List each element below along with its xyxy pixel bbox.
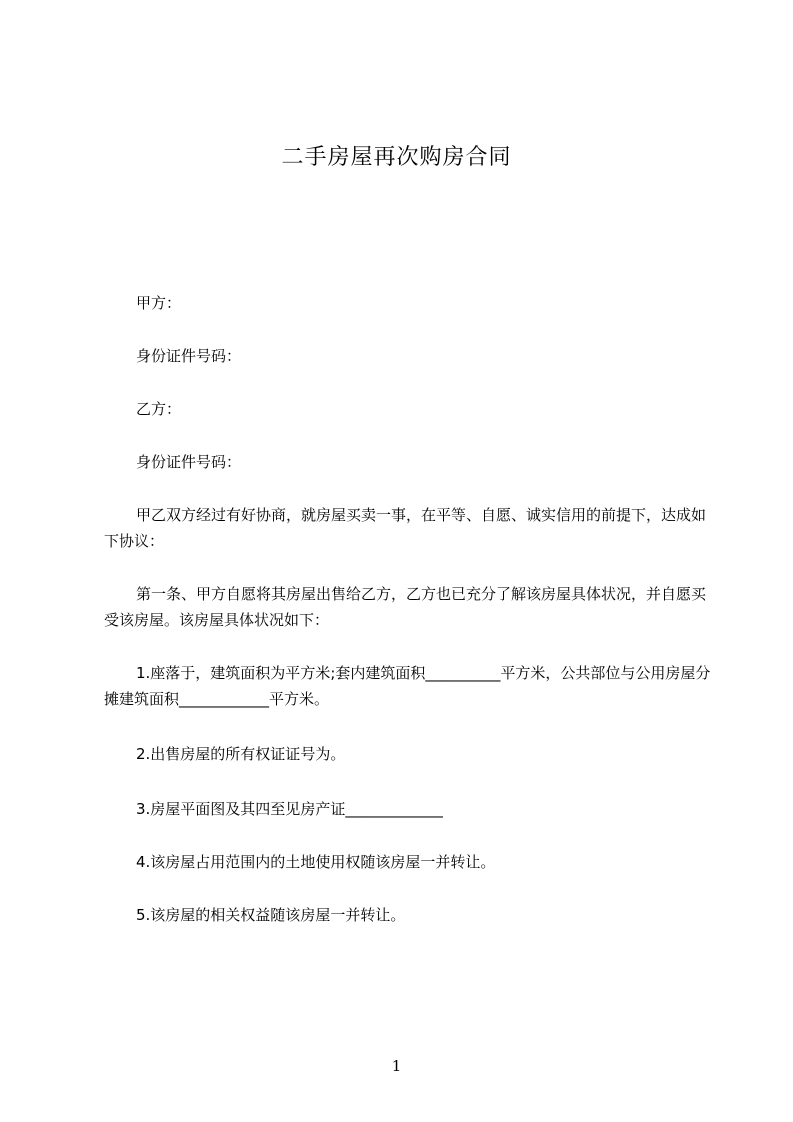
party-a-line: 甲方： (136, 294, 182, 312)
item-1-paragraph: 1.座落于，建筑面积为平方米;套内建筑面积__________平方米，公共部位与公用房屋分摊建筑面积____________平方米。 (104, 664, 711, 708)
article-1-paragraph: 第一条、甲方自愿将其房屋出售给乙方，乙方也已充分了解该房屋具体状况，并自愿买受该房屋。该房屋具体状况如下： (104, 585, 707, 629)
document-title: 二手房屋再次购房合同 (281, 145, 512, 170)
item-2-paragraph: 2.出售房屋的所有权证证号为。 (136, 745, 346, 763)
party-b-line: 乙方： (136, 400, 182, 418)
party-b-id-line: 身份证件号码： (136, 453, 242, 471)
party-a-id-line: 身份证件号码： (136, 347, 242, 365)
item-5-paragraph: 5.该房屋的相关权益随该房屋一并转让。 (136, 906, 406, 924)
preamble-paragraph: 甲乙双方经过有好协商，就房屋买卖一事，在平等、自愿、诚实信用的前提下，达成如下协议： (104, 506, 707, 550)
item-4-paragraph: 4.该房屋占用范围内的土地使用权随该房屋一并转让。 (136, 853, 496, 871)
item-3-paragraph: 3.房屋平面图及其四至见房产证_____________ (136, 800, 443, 818)
page-number: 1 (391, 1057, 402, 1075)
